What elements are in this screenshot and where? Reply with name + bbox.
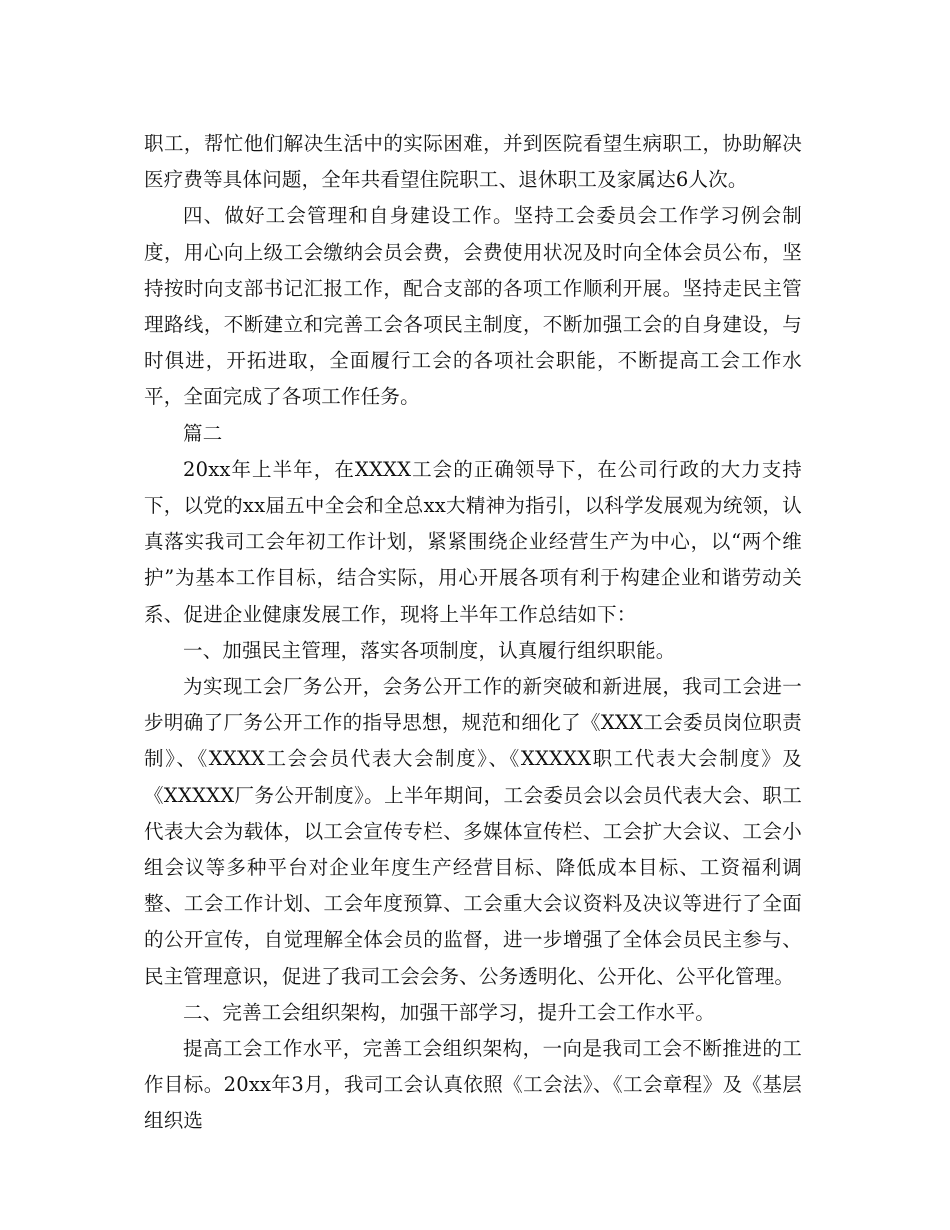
document-body <box>144 126 802 1140</box>
paragraph-section-four: 四、做好工会管理和自身建设工作。坚持工会委员会工作学习例会制度，用心向上级工会缴纳会员会费，会费使用状况及时向全体会员公布，坚持按时向支部书记汇报工作，配合支部的各项工作顺利开展。坚持走民主管理路线，不断建立和完善工会各项民主制度，不断加强工会的自身建设，与时俱进，开拓进取，全面履行工会的各项社会职能，不断提高工会工作水平，全面完成了各项工作任务。 <box>144 204 802 409</box>
paragraph-transparency: 为实现工会厂务公开，会务公开工作的新突破和新进展，我司工会进一步明确了厂务公开工作的指导思想，规范和细化了《XXX工会委员岗位职责制》、《XXXX工会会员代表大会制度》、《XXXXX职工代表大会制度》及《XXXXX厂务公开制度》。上半年期间，工会委员会以会员代表大会、职工代表大会为载体，以工会宣传专栏、多媒体宣传栏、工会扩大会议、工会小组会议等多种平台对企业年度生产经营目标、降低成本目标、工资福利调整、工会工作计划、工会年度预算、工会重大会议资料及决议等进行了全面的公开宣传，自觉理解全体会员的监督，进一步增强了全体会员民主参与、民主管理意识，促进了我司工会会务、公务透明化、公开化、公平化管理。 <box>144 675 802 988</box>
paragraph-heading-one: 一、加强民主管理，落实各项制度，认真履行组织职能。 <box>183 638 676 662</box>
paragraph-heading-two: 二、完善工会组织架构，加强干部学习，提升工会工作水平。 <box>183 1000 715 1024</box>
paragraph-organization: 提高工会工作水平，完善工会组织架构，一向是我司工会不断推进的工作目标。20xx年3月，我司工会认真依照《工会法》、《工会章程》及《基层组织选 <box>144 1037 802 1133</box>
paragraph-heading-part-two: 篇二 <box>183 421 223 445</box>
paragraph-intro: 20xx年上半年，在XXXX工会的正确领导下，在公司行政的大力支持下，以党的xx届五中全会和全总xx大精神为指引，以科学发展观为统领，认真落实我司工会年初工作计划，紧紧围绕企业经营生产为中心，以“两个维护”为基本工作目标，结合实际，用心开展各项有利于构建企业和谐劳动关系、促进企业健康发展工作，现将上半年工作总结如下： <box>144 457 802 626</box>
paragraph-continuation: 职工，帮忙他们解决生活中的实际困难，并到医院看望生病职工，协助解决医疗费等具体问题，全年共看望住院职工、退休职工及家属达6人次。 <box>144 132 802 192</box>
